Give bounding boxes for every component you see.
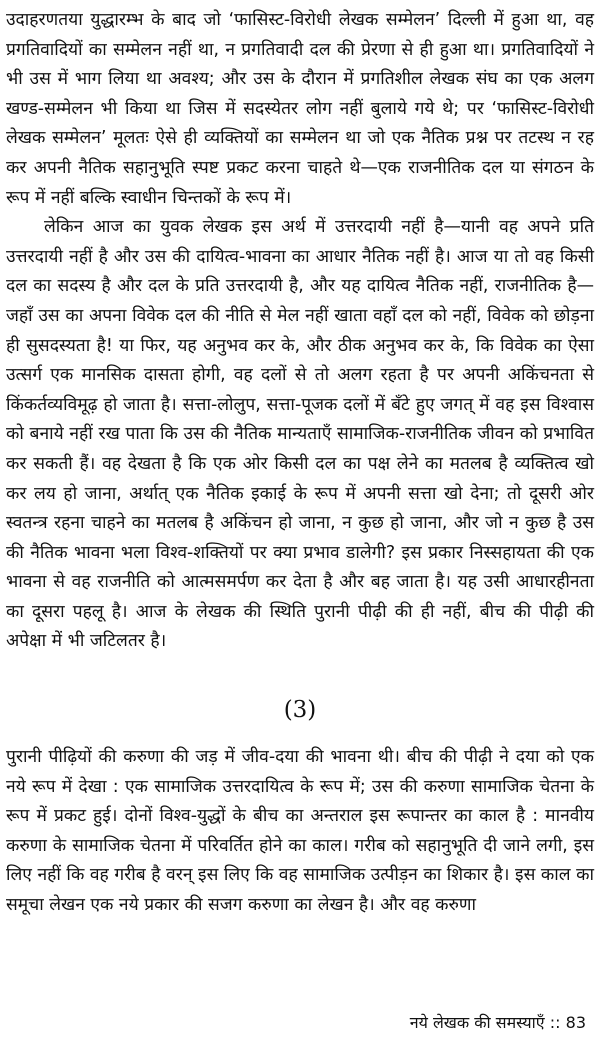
running-title: नये लेखक की समस्याएँ [409,1013,545,1032]
section-heading: (3) [283,697,317,724]
page-number: 83 [565,1013,586,1032]
footer-separator: :: [549,1013,561,1032]
paragraph-fascist-conference: उदाहरणतया युद्धारम्भ के बाद जो ‘फासिस्ट-विरोधी लेखक सम्मेलन’ दिल्ली में हुआ था, वह प्रगतिवादियों का सम्मेलन नहीं था, न प्रगतिवादी दल की प्रेरणा से ही हुआ था। प्रगतिवादियों ने भी उस में भाग लिया था अवश्य; और उस के दौरान में प्रगतिशील लेखक संघ का एक अलग खण्ड-सम्मेलन भी किया था जिस में सदस्येतर लोग नहीं बुलाये गये थे; पर ‘फासिस्ट-विरोधी लेखक सम्मेलन’ मूलतः ऐसे ही व्यक्तियों का सम्मेलन था जो एक नैतिक प्रश्न पर तटस्थ न रह कर अपनी नैतिक सहानुभूति स्पष्ट प्रकट करना चाहते थे—एक राजनीतिक दल या संगठन के रूप में नहीं बल्कि स्वाधीन चिन्तकों के रूप में। [6,10,594,208]
page-footer [410,1012,586,1034]
paragraph-compassion: पुरानी पीढ़ियों की करुणा की जड़ में जीव-दया की भावना थी। बीच की पीढ़ी ने दया को एक नये रूप में देखा : एक सामाजिक उत्तरदायित्व के रूप में; उस की करुणा सामाजिक चेतना के रूप में प्रकट हुई। दोनों विश्व-युद्धों के बीच का अन्तराल इस रूपान्तर का काल है : मानवीय करुणा के सामाजिक चेतना में परिवर्तित होने का काल। गरीब को सहानुभूति दी जाने लगी, इस लिए नहीं कि वह गरीब है वरन् इस लिए कि वह सामाजिक उत्पीड़न का शिकार है। इस काल का समूचा लेखन एक नये प्रकार की सजग करुणा का लेखन है। और वह करुणा [6,747,594,916]
paragraph-young-writer: लेकिन आज का युवक लेखक इस अर्थ में उत्तरदायी नहीं है—यानी वह अपने प्रति उत्तरदायी नहीं है और उस की दायित्व-भावना का आधार नैतिक नहीं है। आज या तो वह किसी दल का सदस्य है और दल के प्रति उत्तरदायी है, और यह दायित्व नैतिक नहीं, राजनीतिक है—जहाँ उस का अपना विवेक दल की नीति से मेल नहीं खाता वहाँ दल को नहीं, विवेक को छोड़ना ही सुसदस्यता है! या फिर, यह अनुभव कर के, और ठीक अनुभव कर के, कि विवेक का ऐसा उत्सर्ग एक मानसिक दासता होगी, वह दलों से तो अलग रहता है पर अपनी अकिंचनता से किंकर्तव्यविमूढ़ हो जाता है। सत्ता-लोलुप, सत्ता-पूजक दलों में बँटे हुए जगत् में वह इस विश्वास को बनाये नहीं रख पाता कि उस की नैतिक मान्यताएँ सामाजिक-राजनीतिक जीवन को प्रभावित कर सकती हैं। वह देखता है कि एक ओर किसी दल का पक्ष लेने का मतलब है व्यक्तित्व खो कर लय हो जाना, अर्थात् एक नैतिक इकाई के रूप में अपनी सत्ता खो देना; तो दूसरी ओर स्वतन्त्र रहना चाहने का मतलब है अकिंचन हो जाना, न कुछ हो जाना, और जो न कुछ है उस की नैतिक भावना भला विश्व-शक्तियों पर क्या प्रभाव डालेगी? इस प्रकार निस्सहायता की एक भावना से वह राजनीति को आत्मसमर्पण कर देता है और बह जाता है। यह उसी आधारहीनता का दूसरा पहलू है। आज के लेखक की स्थिति पुरानी पीढ़ी की ही नहीं, बीच की पीढ़ी की अपेक्षा में भी जटिलतर है। [6,217,594,652]
